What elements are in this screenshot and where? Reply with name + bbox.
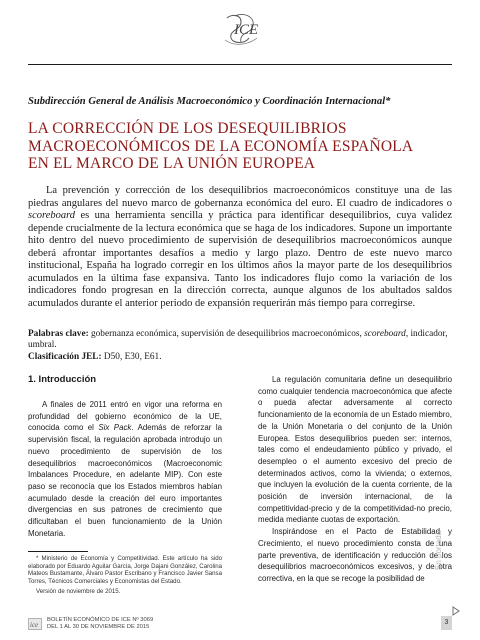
- keywords-block: [28, 329, 452, 363]
- right-paragraph-2: Inspirándose en el Pacto de Estabilidad y Crecimiento, el nuevo procedimiento consta de una parte preventiva, de identificación y reducción de los desequilibrios macroeconómicos excesivos, y de otra correctiva, en la que se recoge la posibilidad de: [258, 527, 452, 583]
- left-paragraph-1: [28, 399, 222, 539]
- keywords-line: [28, 329, 452, 352]
- footnote-rule: [28, 551, 88, 552]
- footnote-authors: * Ministerio de Economía y Competitividad. Este artículo ha sido elaborado por Eduardo Aguilar García, Jorge Dajani González, Carolina Mateos Bustamante, Álvaro Pastor Escribano y Francisco Javier Sansa Torres, Técnicos Comerciales y Economistas del Estado.: [28, 555, 222, 585]
- journal-reference: [47, 617, 153, 631]
- ice-monogram-logo: [221, 12, 261, 46]
- journal-line-2: DEL 1 AL 30 DE NOVIEMBRE DE 2015: [47, 624, 150, 631]
- article-title: [28, 120, 452, 173]
- section-heading-introduccion: 1. Introducción: [28, 374, 97, 385]
- keywords-term-scoreboard: scoreboard: [364, 329, 406, 339]
- svg-text:ice: ice: [30, 621, 39, 629]
- header-rule: [28, 64, 452, 65]
- title-line-3: EN EL MARCO DE LA UNIÓN EUROPEA: [28, 155, 316, 172]
- side-label-en-portada[interactable]: En portada: [434, 530, 443, 570]
- left-text-2: . Además de reforzar la supervisión fiscal, la regulación aprobada introdujo un nuevo procedimiento de supervisión de los desequilibrios macroeconómicos (Macroeconomic Imbalances Procedure, en adelante MIP). Con este paso se reconocía que los Estados miembros habían acumulado desde la creación del euro importantes divergencias en sus patrones de crecimiento que dificultaban el buen funcionamiento de la Unión Monetaria.: [28, 423, 222, 538]
- keywords-label: Palabras clave:: [28, 329, 89, 339]
- left-text-1: A finales de 2011 entró en vigor una reforma en profundidad del gobierno económico de la UE, conocida como el: [28, 400, 222, 433]
- title-line-2: MACROECONÓMICOS DE LA ECONOMÍA ESPAÑOLA: [28, 137, 414, 155]
- right-paragraph-1: La regulación comunitaria define un desequilibrio como cualquier tendencia macroeconómica que afecte o pueda afectar adversamente al correcto funcionamiento de la economía de un Estado miembro, de la Unión Monetaria o del conjunto de la Unión Europea. Estos desequilibrios pueden ser: internos, tales como el endeudamiento público y privado, el desempleo o el aumento excesivo del precio de determinados activos, como la vivienda; o externos, que incluyen la evolución de la cuenta corriente, de la posición de inversión internacional, de la competitividad-precio y de la competitividad-no precio, medida mediante cuotas de exportación.: [258, 375, 452, 525]
- journal-line-1: BOLETÍN ECONÓMICO DE ICE Nº 3069: [47, 617, 154, 623]
- ice-small-logo: [28, 618, 42, 630]
- abstract-term-scoreboard: scoreboard: [28, 210, 76, 222]
- next-page-arrow-icon[interactable]: [451, 606, 461, 616]
- footnote: [28, 555, 222, 596]
- footnote-version: Versión de noviembre de 2015.: [36, 588, 121, 596]
- title-line-1: LA CORRECCIÓN DE LOS DESEQUILIBRIOS: [28, 120, 347, 137]
- abstract: [28, 185, 452, 310]
- body-column-right: [258, 374, 452, 585]
- keywords-text-1: gobernanza económica, supervisión de desequilibrios macroeconómicos,: [88, 329, 365, 339]
- body-column-left: [28, 374, 222, 539]
- jel-label: Clasificación JEL:: [28, 351, 102, 362]
- abstract-text-2: es una herramienta sencilla y práctica para identificar desequilibrios, cuya validez depende crucialmente de la lectura económica que se haga de los indicadores. Supone un importante hito dentro del nuevo procedimiento de supervisión de desequilibrios macroeconómicos aunque deberá afrontar importantes desafíos a medio y largo plazo. Dentro de este nuevo marco institucional, España ha logrado corregir en los últimos años la mayor parte de los desequilibrios acumulados en la última fase expansiva. Tanto los indicadores flujo como la variación de los indicadores fondo progresan en la dirección correcta, aunque algunos de los abultados saldos acumulados durante el anterior periodo de expansión requerirán más tiempo para corregirse.: [28, 210, 452, 309]
- jel-value: D50, E30, E61.: [101, 351, 162, 362]
- page-number: 3: [441, 616, 452, 630]
- svg-text:ICE: ICE: [234, 22, 259, 38]
- abstract-paragraph: [28, 185, 452, 310]
- left-term-six-pack: Six Pack: [98, 423, 132, 433]
- jel-line: [28, 352, 452, 363]
- keywords-text-2: , indicador, umbral.: [28, 329, 448, 351]
- abstract-text-1: La prevención y corrección de los desequilibrios macroeconómicos constituye una de las piedras angulares del nuevo marco de gobernanza económica del euro. El cuadro de indicadores o: [28, 185, 452, 209]
- department-subtitle: Subdirección General de Análisis Macroeconómico y Coordinación Internacional*: [28, 96, 391, 107]
